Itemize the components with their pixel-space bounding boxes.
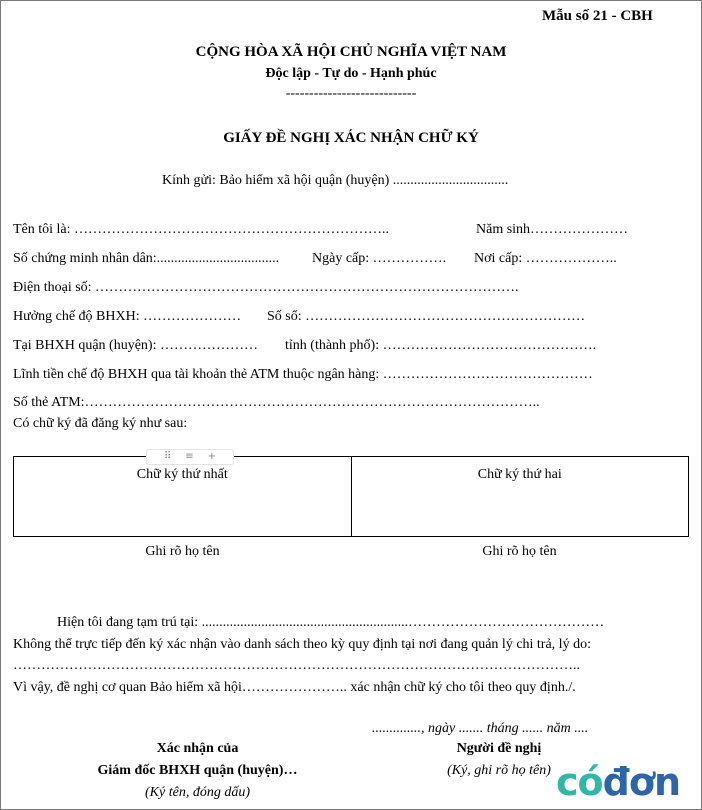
issue-place-field[interactable]: Nơi cấp: ……………….. [474,251,617,266]
certifier-title: Xác nhận của [156,741,239,756]
signature-cell-second[interactable] [351,457,689,536]
country-name: CỘNG HÒA XÃ HỘI CHỦ NGHĨA VIỆT NAM [195,44,507,60]
logo-part-don: đơn [602,760,681,804]
district-field[interactable]: Tại BHXH quận (huyện): ………………… [13,338,258,353]
reason-line-2[interactable]: ………………………………………………………………………………………………………….. [13,658,580,673]
align-icon[interactable]: ≡ [185,451,194,462]
atm-field[interactable]: Số thẻ ATM:…………………………………………………………………………………….. [13,395,540,410]
bank-field[interactable]: Lĩnh tiền chế độ BHXH qua tài khoản thẻ ATM thuộc ngân hàng: ……………………………………… [13,367,593,382]
codon-logo [556,760,680,804]
phone-field[interactable]: Điện thoại số: ………………………………………………………………………………. [13,280,519,295]
reason-line-1: Không thể trực tiếp đến ký xác nhận vào danh sách theo kỳ quy định tại nơi đang quản lý chi trả, lý do: [13,637,591,652]
requester-title: Người đề nghị [456,741,542,756]
signature-first-label: Chữ ký thứ nhất [136,467,228,482]
first-name-note: Ghi rõ họ tên [145,544,220,559]
province-field[interactable]: tỉnh (thành phố): ………………………………………. [285,338,597,353]
header-rule: ---------------------------- [285,86,417,101]
regime-field[interactable]: Hưởng chế độ BHXH: ………………… [13,309,242,324]
drag-handle-icon[interactable]: ⠿ [163,451,172,462]
residence-line[interactable]: Hiện tôi đang tạm trú tại: ...........................................................…………………………………… [57,615,605,630]
second-name-note: Ghi rõ họ tên [482,544,557,559]
add-icon[interactable]: + [207,451,217,462]
document-title: GIẤY ĐỀ NGHỊ XÁC NHẬN CHỮ KÝ [223,130,479,146]
recipient-line: Kính gửi: Bảo hiểm xã hội quận (huyện) ................................. [162,173,509,188]
date-line[interactable]: .............., ngày ....... tháng ...... năm .... [372,721,589,736]
form-code: Mẫu số 21 - CBH [542,8,653,24]
motto: Độc lập - Tự do - Hạnh phúc [265,66,437,81]
book-number-field[interactable]: Số sổ: …………………………………………………… [267,309,586,324]
certifier-title-2: Giám đốc BHXH quận (huyện)… [97,763,298,778]
requester-note: (Ký, ghi rõ họ tên) [447,763,551,778]
block-toolbar [146,449,234,465]
signature-table [13,456,689,537]
logo-part-co: có [556,760,603,804]
signature-second-label: Chữ ký thứ hai [477,467,562,482]
birth-year-field[interactable]: Năm sinh………………… [476,222,629,237]
id-number-field[interactable]: Số chứng minh nhân dân:................................... [13,251,280,266]
name-field[interactable]: Tên tôi là: ………………………………………………………….. [13,222,390,237]
certifier-note: (Ký tên, đóng dấu) [145,785,250,800]
issue-date-field[interactable]: Ngày cấp: ……………. [312,251,447,266]
signature-intro: Có chữ ký đã đăng ký như sau: [13,416,188,431]
signature-cell-first[interactable] [14,457,351,536]
request-line: Vì vậy, đề nghị cơ quan Bảo hiểm xã hội………………….. xác nhận chữ ký cho tôi theo quy định./. [13,680,576,695]
